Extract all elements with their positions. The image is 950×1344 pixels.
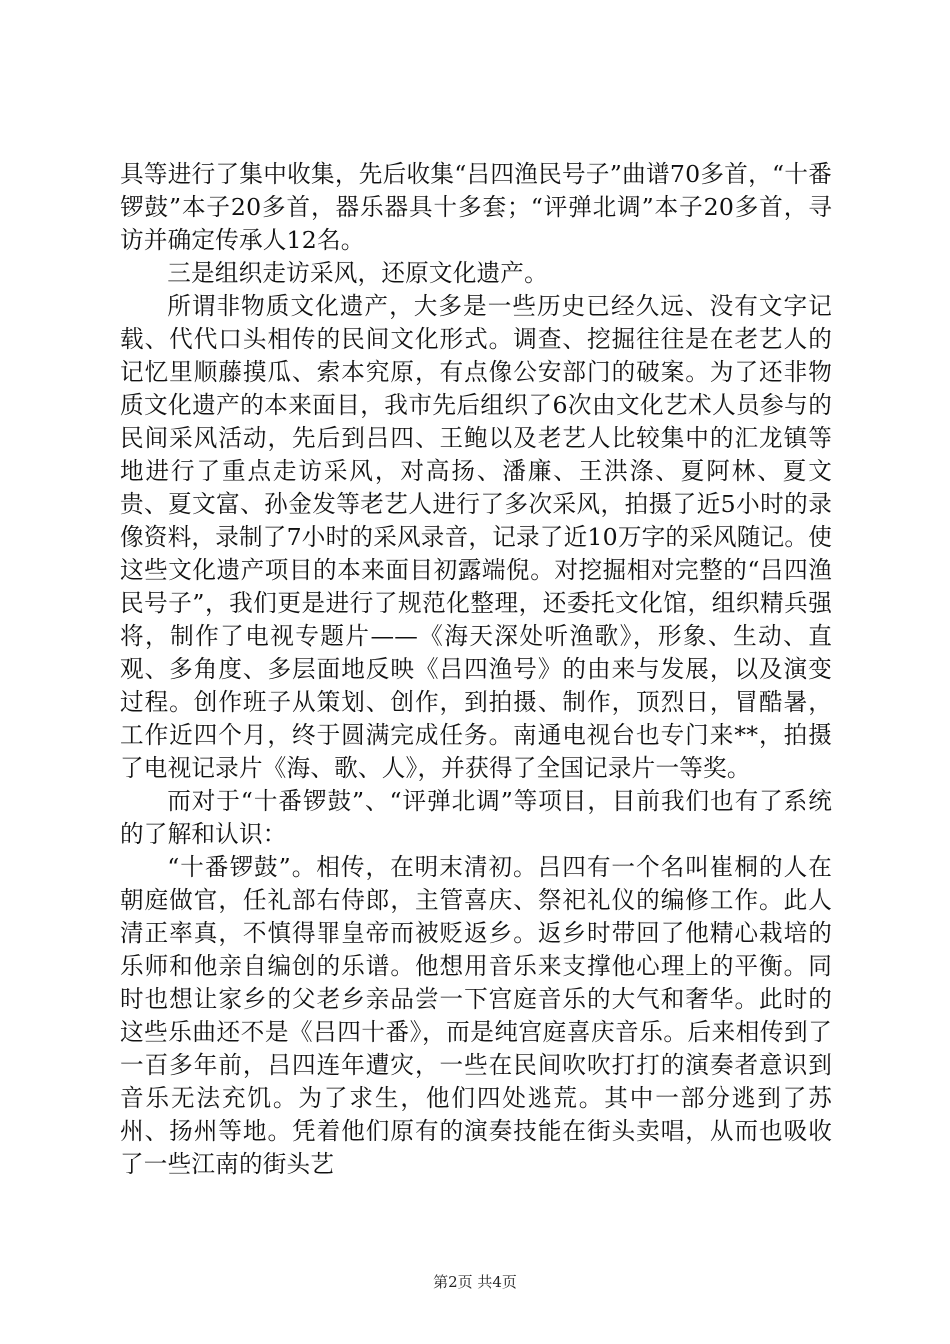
- paragraph-2: 三是组织走访采风，还原文化遗产。: [167, 259, 548, 287]
- paragraph-3: 所谓非物质文化遗产，大多是一些历史已经久远、没有文字记载、代代口头相传的民间文化形式。调查、挖掘往往是在老艺人的记忆里顺藤摸瓜、索本究原，有点像公安部门的破案。为了还非物质文化遗产的本来面目，我市先后组织了6次由文化艺术人员参与的民间采风活动，先后到吕四、王鲍以及老艺人比较集中的汇龙镇等地进行了重点走访采风，对高扬、潘廉、王洪涤、夏阿林、夏文贵、夏文富、孙金发等老艺人进行了多次采风，拍摄了近5小时的录像资料，录制了7小时的采风录音，记录了近10万字的采风随记。使这些文化遗产项目的本来面目初露端倪。对挖掘相对完整的“吕四渔民号子”，我们更是进行了规范化整理，还委托文化馆，组织精兵强将，制作了电视专题片——《海天深处听渔歌》，形象、生动、直观、多角度、多层面地反映《吕四渔号》的由来与发展，以及演变过程。创作班子从策划、创作，到拍摄、制作，顶烈日，冒酷暑，工作近四个月，终于圆满完成任务。南通电视台也专门来**，拍摄了电视记录片《海、歌、人》，并获得了全国记录片一等奖。: [120, 292, 832, 782]
- document-body: [120, 158, 832, 1181]
- page-footer: 第2页 共4页: [433, 1273, 517, 1291]
- paragraph-1: 具等进行了集中收集，先后收集“吕四渔民号子”曲谱70多首，“十番锣鼓”本子20多首，器乐器具十多套；“评弹北调”本子20多首，寻访并确定传承人12名。: [120, 160, 832, 254]
- paragraph-5: “十番锣鼓”。相传，在明末清初。吕四有一个名叫崔桐的人在朝庭做官，任礼部右侍郎，主管喜庆、祭祀礼仪的编修工作。此人清正率真，不慎得罪皇帝而被贬返乡。返乡时带回了他精心栽培的乐师和他亲自编创的乐谱。他想用音乐来支撑他心理上的平衡。同时也想让家乡的父老乡亲品尝一下宫庭音乐的大气和奢华。此时的这些乐曲还不是《吕四十番》，而是纯宫庭喜庆音乐。后来相传到了一百多年前，吕四连年遭灾，一些在民间吹吹打打的演奏者意识到音乐无法充饥。为了求生，他们四处逃荒。其中一部分逃到了苏州、扬州等地。凭着他们原有的演奏技能在街头卖唱，从而也吸收了一些江南的街头艺: [120, 853, 832, 1178]
- paragraph-4: 而对于“十番锣鼓”、“评弹北调”等项目，目前我们也有了系统的了解和认识：: [120, 787, 832, 848]
